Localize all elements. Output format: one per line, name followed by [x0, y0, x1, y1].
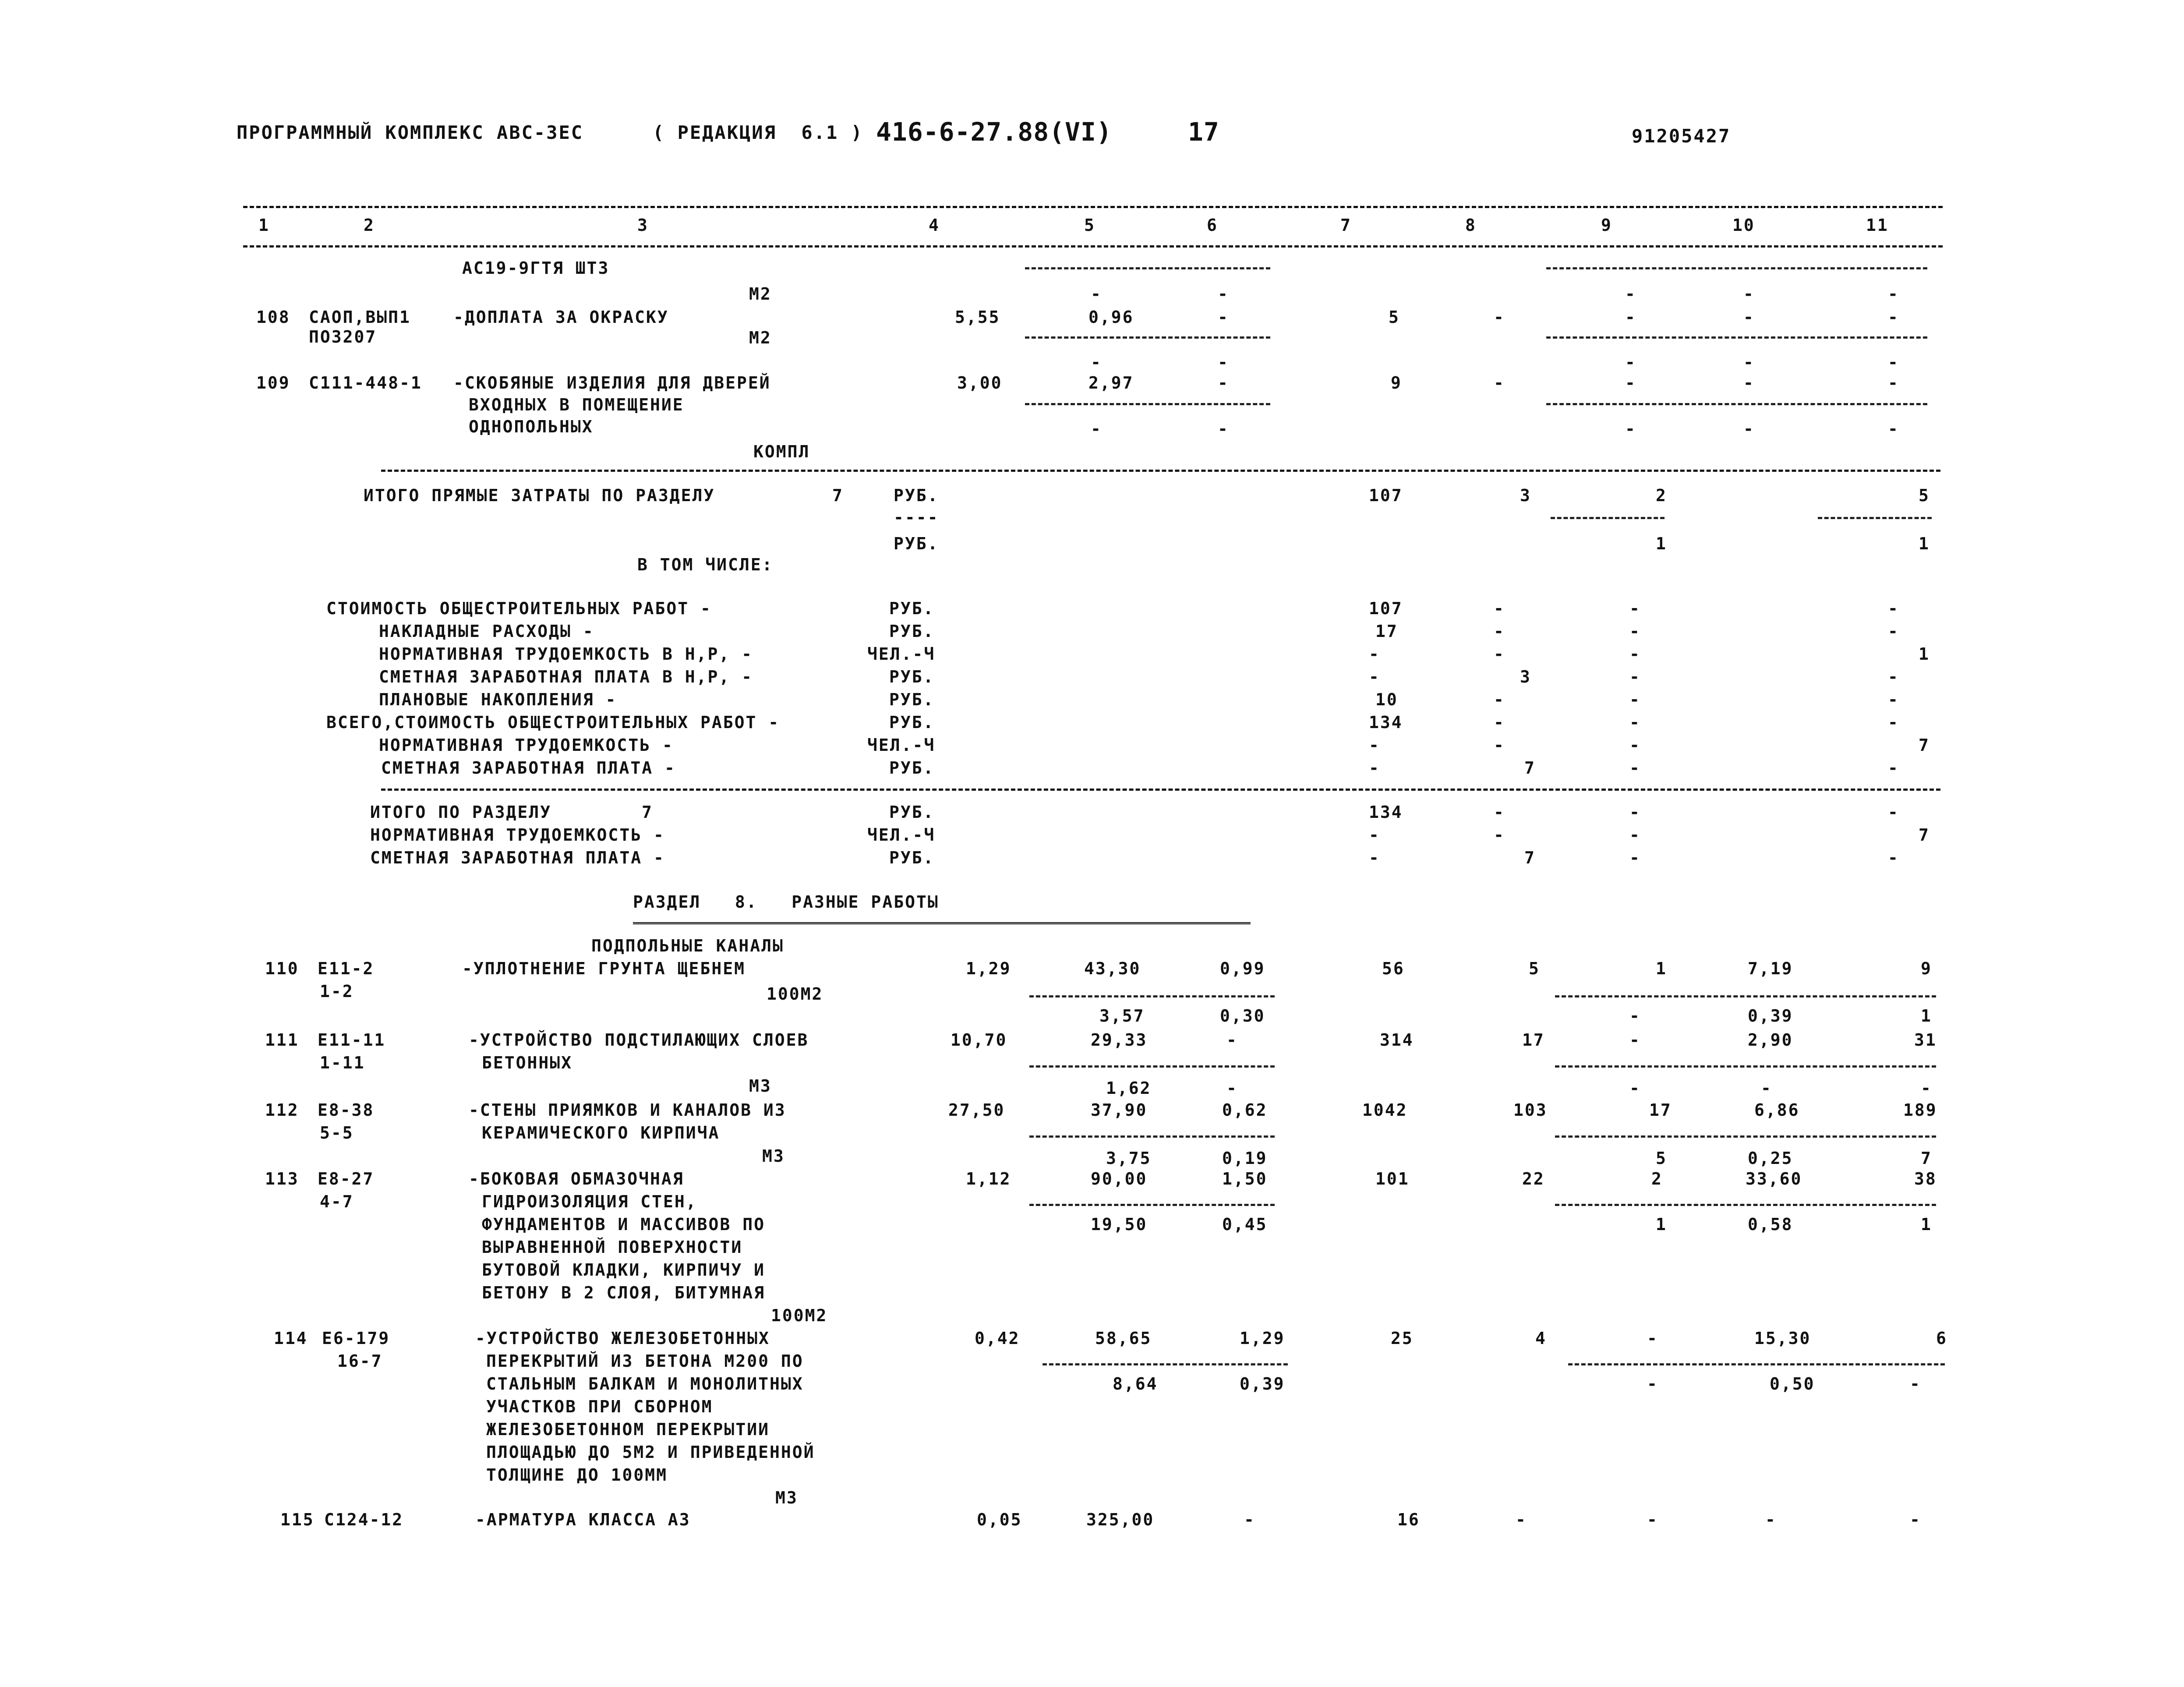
- unit-rub: РУБ.: [894, 486, 939, 505]
- program-title: ПРОГРАММНЫЙ КОМПЛЕКС АВС-ЗЕС: [237, 122, 584, 143]
- sub-rule: [1546, 403, 1927, 405]
- sub-rule: [1025, 403, 1270, 405]
- row-113-code: Е8-27: [318, 1169, 375, 1188]
- section-8-underline: [633, 922, 1251, 924]
- row-108-c4: 5,55: [955, 308, 1000, 327]
- row-113-c6: 1,50: [1222, 1169, 1268, 1188]
- row-113-desc4: ВЫРАВНЕННОЙ ПОВЕРХНОСТИ: [482, 1238, 743, 1257]
- section-total-c7: 134: [1369, 803, 1403, 822]
- row-112-s9: 5: [1656, 1149, 1667, 1168]
- line-c8: -: [1494, 736, 1505, 755]
- row-109-c4: 3,00: [957, 373, 1003, 393]
- row-113-s9: 1: [1656, 1215, 1667, 1234]
- row-109-no: 109: [256, 373, 290, 393]
- row-110-c5: 43,30: [1084, 959, 1141, 978]
- row-111-code2: 1-11: [320, 1053, 365, 1072]
- row-114-code: Е6-179: [322, 1329, 390, 1348]
- row-115-c9: -: [1647, 1510, 1658, 1529]
- row-109-desc1: -СКОБЯНЫЕ ИЗДЕЛИЯ ДЛЯ ДВЕРЕЙ: [453, 373, 771, 393]
- sub-rule: [1029, 1135, 1275, 1138]
- line-c9: -: [1629, 622, 1641, 641]
- row-114-desc7: ТОЛЩИНЕ ДО 100ММ: [486, 1465, 668, 1485]
- line-c9: -: [1629, 667, 1641, 686]
- row-115-code: С124-12: [324, 1510, 404, 1529]
- dash: -: [1888, 284, 1899, 304]
- sub-rule: [1029, 1065, 1275, 1068]
- row-114-unit: М3: [775, 1488, 798, 1507]
- line-c7: -: [1369, 644, 1380, 664]
- row-114-desc5: ЖЕЛЕЗОБЕТОННОМ ПЕРЕКРЫТИИ: [486, 1420, 770, 1439]
- line-unit: РУБ.: [889, 622, 935, 641]
- row-110-s6: 0,30: [1220, 1006, 1265, 1026]
- line-c11: -: [1888, 758, 1899, 778]
- row-111-c7: 314: [1380, 1030, 1414, 1050]
- line-label: НОРМАТИВНАЯ ТРУДОЕМКОСТЬ -: [379, 736, 674, 755]
- line-c7: 17: [1375, 622, 1398, 641]
- sub-rule: [1025, 336, 1270, 339]
- edition-label: ( РЕДАКЦИЯ 6.1 ): [653, 122, 863, 143]
- row-114-desc4: УЧАСТКОВ ПРИ СБОРНОМ: [486, 1397, 713, 1416]
- row-113-code2: 4-7: [320, 1192, 354, 1211]
- col-9: 9: [1601, 216, 1612, 235]
- page-number: 17: [1188, 117, 1219, 147]
- section-total-c7: -: [1369, 825, 1380, 845]
- row-108-no: 108: [256, 308, 290, 327]
- dash: -: [1743, 419, 1755, 439]
- dash: -: [1625, 373, 1636, 393]
- row-114-c7: 25: [1391, 1329, 1414, 1348]
- line-label: СМЕТНАЯ ЗАРАБОТНАЯ ПЛАТА -: [381, 758, 676, 778]
- row-110-code2: 1-2: [320, 982, 354, 1001]
- row-113-s5: 19,50: [1091, 1215, 1148, 1234]
- sub-rule: [1043, 1363, 1288, 1365]
- line-c11: 7: [1919, 736, 1930, 755]
- row-112-s10: 0,25: [1748, 1149, 1793, 1168]
- row-114-s6: 0,39: [1240, 1374, 1285, 1393]
- row-113-unit: 100М2: [771, 1306, 828, 1325]
- row-114-desc2: ПЕРЕКРЫТИЙ ИЗ БЕТОНА М200 ПО: [486, 1351, 804, 1371]
- row-109-unit: КОМПЛ: [753, 442, 810, 461]
- line-c11: 1: [1919, 644, 1930, 664]
- line-c9: -: [1629, 644, 1641, 664]
- project-code: 416-6-27.88(VI): [876, 117, 1112, 147]
- itogo-direct-label: ИТОГО ПРЯМЫЕ ЗАТРАТЫ ПО РАЗДЕЛУ: [364, 486, 715, 505]
- row-114-no: 114: [274, 1329, 308, 1348]
- line-unit: РУБ.: [889, 690, 935, 709]
- sub-rule: [1555, 995, 1936, 997]
- section-total-c8: 7: [1524, 848, 1536, 867]
- row-113-c7: 101: [1375, 1169, 1410, 1188]
- line-c7: -: [1369, 667, 1380, 686]
- row-115-c8: -: [1516, 1510, 1527, 1529]
- row-111-no: 111: [265, 1030, 299, 1050]
- direct-c9: 2: [1656, 486, 1667, 505]
- section-total-c11: -: [1888, 803, 1899, 822]
- row-112-c5: 37,90: [1091, 1100, 1148, 1120]
- sub-rule: [1025, 267, 1270, 269]
- row-113-s11: 1: [1921, 1215, 1932, 1234]
- section-total-c11: 7: [1919, 825, 1930, 845]
- row-112-no: 112: [265, 1100, 299, 1120]
- col-4: 4: [929, 216, 940, 235]
- row-109-c7: 9: [1391, 373, 1402, 393]
- line-c9: -: [1629, 758, 1641, 778]
- row-111-c4: 10,70: [951, 1030, 1007, 1050]
- sub-rule: [1029, 995, 1275, 997]
- col-6: 6: [1207, 216, 1218, 235]
- row-108-c5: 0,96: [1088, 308, 1134, 327]
- row-111-code: Е11-11: [318, 1030, 386, 1050]
- dash: -: [1625, 284, 1636, 304]
- row-109-c5: 2,97: [1088, 373, 1134, 393]
- row-109-desc2: ВХОДНЫХ В ПОМЕЩЕНИЕ: [469, 395, 684, 414]
- section-total-rule: [381, 789, 1940, 791]
- row-114-c10: 15,30: [1754, 1329, 1811, 1348]
- section-total-unit: ЧЕЛ.-Ч: [867, 825, 936, 845]
- header-top-rule: [243, 206, 1943, 208]
- row-112-c11: 189: [1903, 1100, 1937, 1120]
- row-113-c11: 38: [1914, 1169, 1937, 1188]
- sub-rule: [1555, 1135, 1936, 1138]
- row-112-desc1: -СТЕНЫ ПРИЯМКОВ И КАНАЛОВ ИЗ: [469, 1100, 786, 1120]
- dash: -: [1888, 353, 1899, 372]
- sub-rule: [1546, 336, 1927, 339]
- line-c9: -: [1629, 599, 1641, 618]
- section-total-c7: -: [1369, 848, 1380, 867]
- col-3: 3: [637, 216, 649, 235]
- row-112-s5: 3,75: [1106, 1149, 1152, 1168]
- row-112-c9: 17: [1649, 1100, 1672, 1120]
- dash: -: [1743, 373, 1755, 393]
- row-112-code2: 5-5: [320, 1123, 354, 1142]
- line-c7: 107: [1369, 599, 1403, 618]
- row-110-no: 110: [265, 959, 299, 978]
- row-113-c8: 22: [1522, 1169, 1545, 1188]
- line-c9: -: [1629, 690, 1641, 709]
- row-110-code: Е11-2: [318, 959, 375, 978]
- row-112-unit: М3: [762, 1146, 785, 1166]
- line-c9: -: [1629, 713, 1641, 732]
- row-114-s5: 8,64: [1113, 1374, 1158, 1393]
- line-unit: РУБ.: [889, 667, 935, 686]
- rub-dashes: ----: [894, 508, 939, 527]
- col-10: 10: [1732, 216, 1755, 235]
- row-114-s11: -: [1910, 1374, 1921, 1393]
- row-115-no: 115: [280, 1510, 315, 1529]
- row-114-s9: -: [1647, 1374, 1658, 1393]
- line-c11: -: [1888, 713, 1899, 732]
- row-112-c8: 103: [1513, 1100, 1548, 1120]
- row-113-c10: 33,60: [1746, 1169, 1802, 1188]
- row-115-desc: -АРМАТУРА КЛАССА А3: [475, 1510, 691, 1529]
- section-total-no: 7: [642, 803, 653, 822]
- line-c8: 7: [1524, 758, 1536, 778]
- col-8: 8: [1465, 216, 1477, 235]
- row-111-s5: 1,62: [1106, 1079, 1152, 1098]
- row-114-desc6: ПЛОЩАДЬЮ ДО 5М2 И ПРИВЕДЕННОЙ: [486, 1443, 815, 1462]
- row-108-code2: ПО3207: [309, 327, 377, 347]
- line-label: НАКЛАДНЫЕ РАСХОДЫ -: [379, 622, 594, 641]
- line-unit: РУБ.: [889, 599, 935, 618]
- row-113-c4: 1,12: [966, 1169, 1011, 1188]
- including-label: В ТОМ ЧИСЛЕ:: [637, 555, 774, 574]
- sub-rule: [1568, 1363, 1945, 1365]
- line-c7: 10: [1375, 690, 1398, 709]
- row-113-desc5: БУТОВОЙ КЛАДКИ, КИРПИЧУ И: [482, 1260, 765, 1280]
- section-total-unit: РУБ.: [889, 803, 935, 822]
- row-111-c11: 31: [1914, 1030, 1937, 1050]
- header-bottom-rule: [243, 245, 1943, 248]
- section-total-c8: -: [1494, 825, 1505, 845]
- line-c8: -: [1494, 644, 1505, 664]
- dash: -: [1091, 419, 1102, 439]
- line-label: ПЛАНОВЫЕ НАКОПЛЕНИЯ -: [379, 690, 617, 709]
- row-111-desc1: -УСТРОЙСТВО ПОДСТИЛАЮЩИХ СЛОЕВ: [469, 1030, 809, 1050]
- row-114-c4: 0,42: [975, 1329, 1020, 1348]
- dash: -: [1091, 353, 1102, 372]
- line-c11: -: [1888, 667, 1899, 686]
- line-c8: -: [1494, 622, 1505, 641]
- row-110-unit: 100М2: [767, 984, 823, 1004]
- row-109-code: С111-448-1: [309, 373, 422, 393]
- row-111-s11: -: [1921, 1079, 1932, 1098]
- row-112-s6: 0,19: [1222, 1149, 1268, 1168]
- row-111-unit: М3: [749, 1076, 772, 1096]
- row-114-code2: 16-7: [337, 1351, 383, 1371]
- dash: -: [1218, 284, 1229, 304]
- col-7: 7: [1340, 216, 1352, 235]
- section-total-label: СМЕТНАЯ ЗАРАБОТНАЯ ПЛАТА -: [370, 848, 665, 867]
- dash: -: [1091, 284, 1102, 304]
- document-code: 91205427: [1632, 125, 1731, 147]
- line-label: НОРМАТИВНАЯ ТРУДОЕМКОСТЬ В Н,Р, -: [379, 644, 753, 664]
- row-113-s6: 0,45: [1222, 1215, 1268, 1234]
- dash: -: [1494, 308, 1505, 327]
- row-114-desc3: СТАЛЬНЫМ БАЛКАМ И МОНОЛИТНЫХ: [486, 1374, 804, 1393]
- unit-rub: РУБ.: [894, 534, 939, 553]
- row-111-c6: -: [1226, 1030, 1238, 1050]
- col-2: 2: [364, 216, 375, 235]
- sub-rule: [1818, 517, 1932, 519]
- section-total-c9: -: [1629, 803, 1641, 822]
- section-total-unit: РУБ.: [889, 848, 935, 867]
- row-111-s9: -: [1629, 1079, 1641, 1098]
- row-113-desc3: ФУНДАМЕНТОВ И МАССИВОВ ПО: [482, 1215, 765, 1234]
- row-112-desc2: КЕРАМИЧЕСКОГО КИРПИЧА: [482, 1123, 720, 1142]
- row-115-c11: -: [1910, 1510, 1921, 1529]
- line-c9: -: [1629, 736, 1641, 755]
- line-unit: ЧЕЛ.-Ч: [867, 644, 936, 664]
- row-111-c5: 29,33: [1091, 1030, 1148, 1050]
- row-110-desc: -УПЛОТНЕНИЕ ГРУНТА ЩЕБНЕМ: [462, 959, 746, 978]
- row-111-s10: -: [1761, 1079, 1772, 1098]
- line-unit: РУБ.: [889, 758, 935, 778]
- line-c8: -: [1494, 599, 1505, 618]
- section-total-c11: -: [1888, 848, 1899, 867]
- dash: -: [1743, 353, 1755, 372]
- row-114-c6: 1,29: [1240, 1329, 1285, 1348]
- sub-c11: 1: [1919, 534, 1930, 553]
- row-111-c8: 17: [1522, 1030, 1545, 1050]
- dash: -: [1625, 419, 1636, 439]
- itogo-section-no: 7: [832, 486, 844, 505]
- section-total-c9: -: [1629, 848, 1641, 867]
- row-112-code: Е8-38: [318, 1100, 375, 1120]
- row-113-no: 113: [265, 1169, 299, 1188]
- dash: -: [1888, 419, 1899, 439]
- row-111-s6: -: [1226, 1079, 1238, 1098]
- sub-rule: [1551, 517, 1665, 519]
- line-label: ВСЕГО,СТОИМОСТЬ ОБЩЕСТРОИТЕЛЬНЫХ РАБОТ -: [326, 713, 780, 732]
- row-109-desc3: ОДНОПОЛЬНЫХ: [469, 417, 594, 436]
- row-112-c6: 0,62: [1222, 1100, 1268, 1120]
- row-110-c11: 9: [1921, 959, 1932, 978]
- row-112-c7: 1042: [1362, 1100, 1408, 1120]
- row-114-c11: 6: [1936, 1329, 1947, 1348]
- row-108-code: САОП,ВЫП1: [309, 308, 411, 327]
- row-115-c10: -: [1765, 1510, 1777, 1529]
- line-c11: -: [1888, 599, 1899, 618]
- dash: -: [1494, 373, 1505, 393]
- dash: -: [1888, 308, 1899, 327]
- row-110-s11: 1: [1921, 1006, 1932, 1026]
- row-108-c7: 5: [1389, 308, 1400, 327]
- row-111-c10: 2,90: [1748, 1030, 1793, 1050]
- row-113-c5: 90,00: [1091, 1169, 1148, 1188]
- line-c11: -: [1888, 622, 1899, 641]
- dash: -: [1743, 308, 1755, 327]
- row-115-c6: -: [1244, 1510, 1255, 1529]
- row-112-s11: 7: [1921, 1149, 1932, 1168]
- dash: -: [1218, 419, 1229, 439]
- dash: -: [1218, 373, 1229, 393]
- dash: -: [1625, 308, 1636, 327]
- direct-c7: 107: [1369, 486, 1403, 505]
- line-c8: 3: [1520, 667, 1531, 686]
- section-total-c9: -: [1629, 825, 1641, 845]
- direct-c11: 5: [1919, 486, 1930, 505]
- section-8-title: РАЗДЕЛ 8. РАЗНЫЕ РАБОТЫ: [633, 892, 939, 912]
- row-113-s10: 0,58: [1748, 1215, 1793, 1234]
- dash: -: [1218, 308, 1229, 327]
- row-108-desc: -ДОПЛАТА ЗА ОКРАСКУ: [453, 308, 669, 327]
- row-110-c10: 7,19: [1748, 959, 1793, 978]
- dash: -: [1888, 373, 1899, 393]
- row-114-c5: 58,65: [1095, 1329, 1152, 1348]
- row-110-s10: 0,39: [1748, 1006, 1793, 1026]
- row-115-c5: 325,00: [1086, 1510, 1155, 1529]
- dash: -: [1625, 353, 1636, 372]
- row-110-c4: 1,29: [966, 959, 1011, 978]
- row-110-c9: 1: [1656, 959, 1667, 978]
- line-c7: 134: [1369, 713, 1403, 732]
- dash: -: [1743, 284, 1755, 304]
- row-115-c7: 16: [1397, 1510, 1420, 1529]
- section-total-c8: -: [1494, 803, 1505, 822]
- row-110-s5: 3,57: [1099, 1006, 1145, 1026]
- line-unit: РУБ.: [889, 713, 935, 732]
- row-110-s9: -: [1629, 1006, 1641, 1026]
- direct-c8: 3: [1520, 486, 1531, 505]
- row-114-c8: 4: [1535, 1329, 1547, 1348]
- row-108-unit: М2: [749, 328, 772, 347]
- sub-rule: [1029, 1204, 1275, 1206]
- row-110-c8: 5: [1529, 959, 1540, 978]
- line-c8: -: [1494, 690, 1505, 709]
- col-5: 5: [1084, 216, 1096, 235]
- row-113-desc1: -БОКОВАЯ ОБМАЗОЧНАЯ: [469, 1169, 684, 1188]
- row-112-c10: 6,86: [1754, 1100, 1800, 1120]
- sub-c9: 1: [1656, 534, 1667, 553]
- totals-rule: [381, 470, 1940, 472]
- row-114-c9: -: [1647, 1329, 1658, 1348]
- line-c8: -: [1494, 713, 1505, 732]
- sub-rule: [1546, 267, 1927, 269]
- line-c7: -: [1369, 736, 1380, 755]
- row-114-desc1: -УСТРОЙСТВО ЖЕЛЕЗОБЕТОННЫХ: [475, 1329, 770, 1348]
- sub-rule: [1555, 1204, 1936, 1206]
- row-115-c4: 0,05: [977, 1510, 1022, 1529]
- row-110-c6: 0,99: [1220, 959, 1265, 978]
- row-113-c9: 2: [1651, 1169, 1663, 1188]
- section-total-label: ИТОГО ПО РАЗДЕЛУ: [370, 803, 552, 822]
- line-c7: -: [1369, 758, 1380, 778]
- unit: М2: [749, 284, 772, 304]
- row-113-desc6: БЕТОНУ В 2 СЛОЯ, БИТУМНАЯ: [482, 1283, 765, 1302]
- row-112-c4: 27,50: [948, 1100, 1005, 1120]
- line-c11: -: [1888, 690, 1899, 709]
- col-11: 11: [1866, 216, 1889, 235]
- row-111-c9: -: [1629, 1030, 1641, 1050]
- sub-rule: [1555, 1065, 1936, 1068]
- line-label: СМЕТНАЯ ЗАРАБОТНАЯ ПЛАТА В Н,Р, -: [379, 667, 753, 686]
- row-111-desc2: БЕТОННЫХ: [482, 1053, 573, 1072]
- row-113-desc2: ГИДРОИЗОЛЯЦИЯ СТЕН,: [482, 1192, 697, 1211]
- row-110-c7: 56: [1382, 959, 1405, 978]
- dash: -: [1218, 353, 1229, 372]
- section-8-subtitle: ПОДПОЛЬНЫЕ КАНАЛЫ: [591, 936, 784, 955]
- line-label: СТОИМОСТЬ ОБЩЕСТРОИТЕЛЬНЫХ РАБОТ -: [326, 599, 712, 618]
- row-114-s10: 0,50: [1770, 1374, 1815, 1393]
- col-1: 1: [258, 216, 270, 235]
- line-unit: ЧЕЛ.-Ч: [867, 736, 936, 755]
- section-total-label: НОРМАТИВНАЯ ТРУДОЕМКОСТЬ -: [370, 825, 665, 845]
- ac-title: АС19-9ГТЯ ШТЗ: [462, 258, 610, 278]
